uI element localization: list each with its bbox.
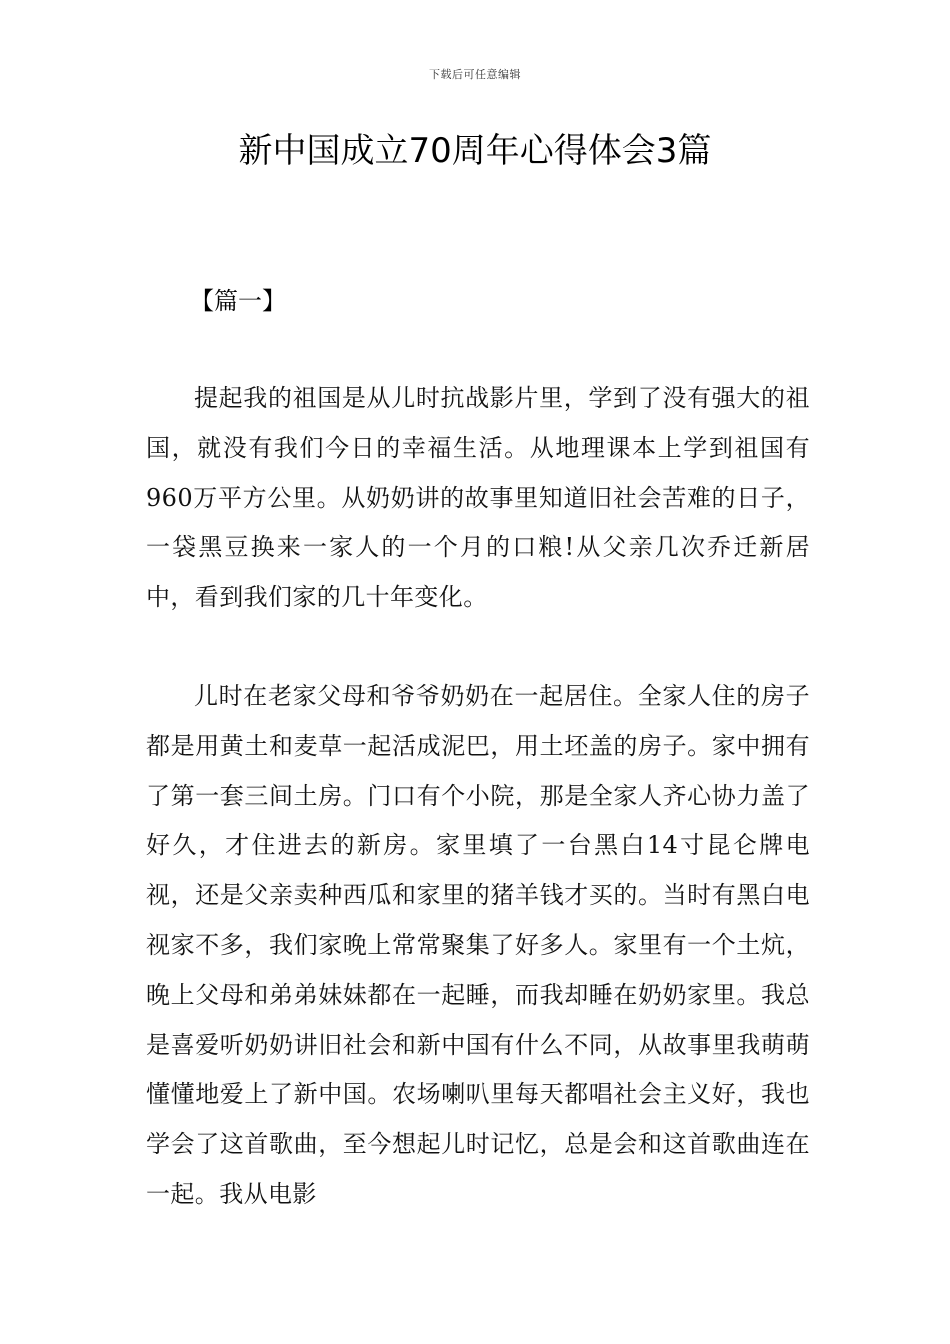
section-label: 【篇一】 (190, 287, 286, 315)
paragraph-1: 提起我的祖国是从儿时抗战影片里，学到了没有强大的祖国，就没有我们今日的幸福生活。从地理课本上学到祖国有960万平方公里。从奶奶讲的故事里知道旧社会苦难的日子，一袋黑豆换来一家人的一个月的口粮!从父亲几次乔迁新居中，看到我们家的几十年变化。 (146, 384, 810, 612)
document-title: 新中国成立70周年心得体会3篇 (238, 131, 712, 171)
paragraph-2: 儿时在老家父母和爷爷奶奶在一起居住。全家人住的房子都是用黄土和麦草一起活成泥巴，用土坯盖的房子。家中拥有了第一套三间土房。门口有个小院，那是全家人齐心协力盖了好久，才住进去的新房。家里填了一台黑白14寸昆仑牌电视，还是父亲卖种西瓜和家里的猪羊钱才买的。当时有黑白电视家不多，我们家晚上常常聚集了好多人。家里有一个土炕，晚上父母和弟弟妹妹都在一起睡，而我却睡在奶奶家里。我总是喜爱听奶奶讲旧社会和新中国有什么不同，从故事里我萌萌懂懂地爱上了新中国。农场喇叭里每天都唱社会主义好，我也学会了这首歌曲，至今想起儿时记忆，总是会和这首歌曲连在一起。我从电影 (146, 682, 810, 1208)
header-note: 下载后可任意编辑 (429, 68, 521, 81)
